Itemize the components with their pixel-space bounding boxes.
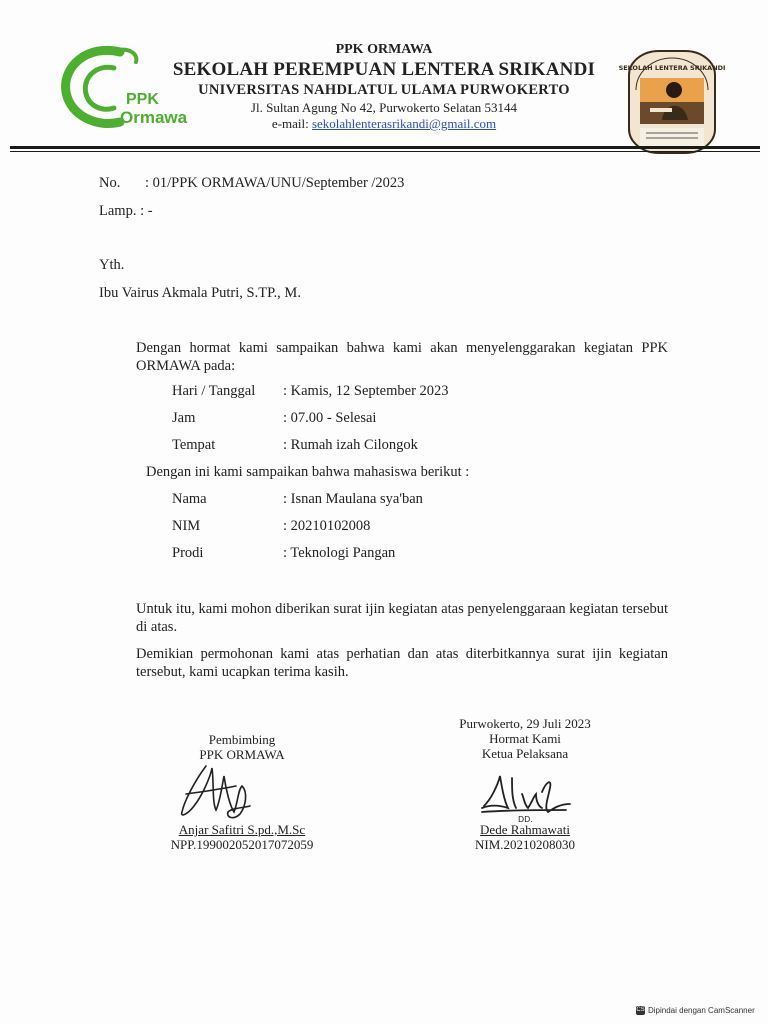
letter-salutation: Yth. (99, 257, 125, 273)
student-value-name: : Isnan Maulana sya'ban (283, 491, 423, 507)
letter-recipient: Ibu Vairus Akmala Putri, S.TP., M. (99, 285, 301, 301)
student-label-nim: NIM (172, 518, 201, 534)
right-sign-role-2: Ketua Pelaksana (481, 746, 569, 761)
header-university: UNIVERSITAS NAHDLATUL ULAMA PURWOKERTO (198, 82, 570, 98)
student-intro: Dengan ini kami sampaikan bahwa mahasiswa berikut : (146, 464, 470, 480)
student-value-prodi: : Teknologi Pangan (283, 545, 396, 561)
event-value-place: : Rumah izah Cilongok (283, 437, 418, 453)
header-school-name: SEKOLAH PEREMPUAN LENTERA SRIKANDI (172, 59, 596, 80)
right-handwritten-signature (478, 768, 578, 824)
left-sign-role-2: PPK ORMAWA (199, 747, 285, 762)
letter-number-label: No. (99, 175, 121, 191)
svg-text:PPK: PPK (126, 91, 159, 108)
event-label-place: Tempat (172, 437, 216, 453)
lentera-srikandi-seal (618, 50, 726, 154)
left-sign-role-1: Pembimbing (208, 732, 276, 747)
event-label-date: Hari / Tanggal (172, 383, 256, 399)
left-handwritten-signature (176, 762, 266, 822)
letter-closing: Demikian permohonan kami atas perhatian dan atas diterbitkannya surat ijin kegiatan tersebut, kami ucapkan terima kasih. (136, 646, 668, 680)
letter-request: Untuk itu, kami mohon diberikan surat ijin kegiatan atas penyelenggaraan kegiatan tersebut di atas. (136, 601, 668, 635)
event-value-time: : 07.00 - Selesai (283, 410, 377, 426)
svg-text:SEKOLAH LENTERA SRIKANDI: SEKOLAH LENTERA SRIKANDI (618, 64, 726, 72)
letter-intro: Dengan hormat kami sampaikan bahwa kami akan menyelenggarakan kegiatan PPK ORMAWA pada: (136, 340, 668, 374)
email-link[interactable]: sekolahlenterasrikandi@gmail.com (311, 116, 497, 131)
right-sign-id: NIM.20210208030 (474, 837, 576, 852)
camscanner-text: Dipindai dengan CamScanner (648, 1006, 755, 1015)
header-address: Jl. Sultan Agung No 42, Purwokerto Selatan 53144 (250, 100, 518, 115)
right-sign-role-1: Hormat Kami (489, 731, 561, 746)
email-label: e-mail: (271, 116, 309, 131)
student-value-nim: : 20210102008 (283, 518, 371, 534)
letter-attachment: Lamp. : - (99, 203, 153, 219)
left-sign-id: NPP.199002052017072059 (170, 837, 314, 852)
camscanner-watermark (636, 1006, 755, 1015)
event-label-time: Jam (172, 410, 196, 426)
header-rule-thick (10, 146, 760, 149)
right-sign-place-date: Purwokerto, 29 Juli 2023 (459, 716, 591, 731)
header-org: PPK ORMAWA (335, 42, 433, 57)
student-label-prodi: Prodi (172, 545, 204, 561)
event-value-date: : Kamis, 12 September 2023 (283, 383, 449, 399)
camscanner-icon: CS (636, 1007, 645, 1014)
svg-text:DD.: DD. (518, 815, 533, 824)
header-rule-thin (10, 151, 760, 152)
left-sign-name: Anjar Safitri S.pd.,M.Sc (178, 822, 306, 837)
right-sign-name: Dede Rahmawati (480, 822, 570, 837)
svg-text:Ormawa: Ormawa (120, 108, 188, 127)
student-label-name: Nama (172, 491, 207, 507)
letter-number-value: : 01/PPK ORMAWA/UNU/September /2023 (145, 175, 405, 191)
